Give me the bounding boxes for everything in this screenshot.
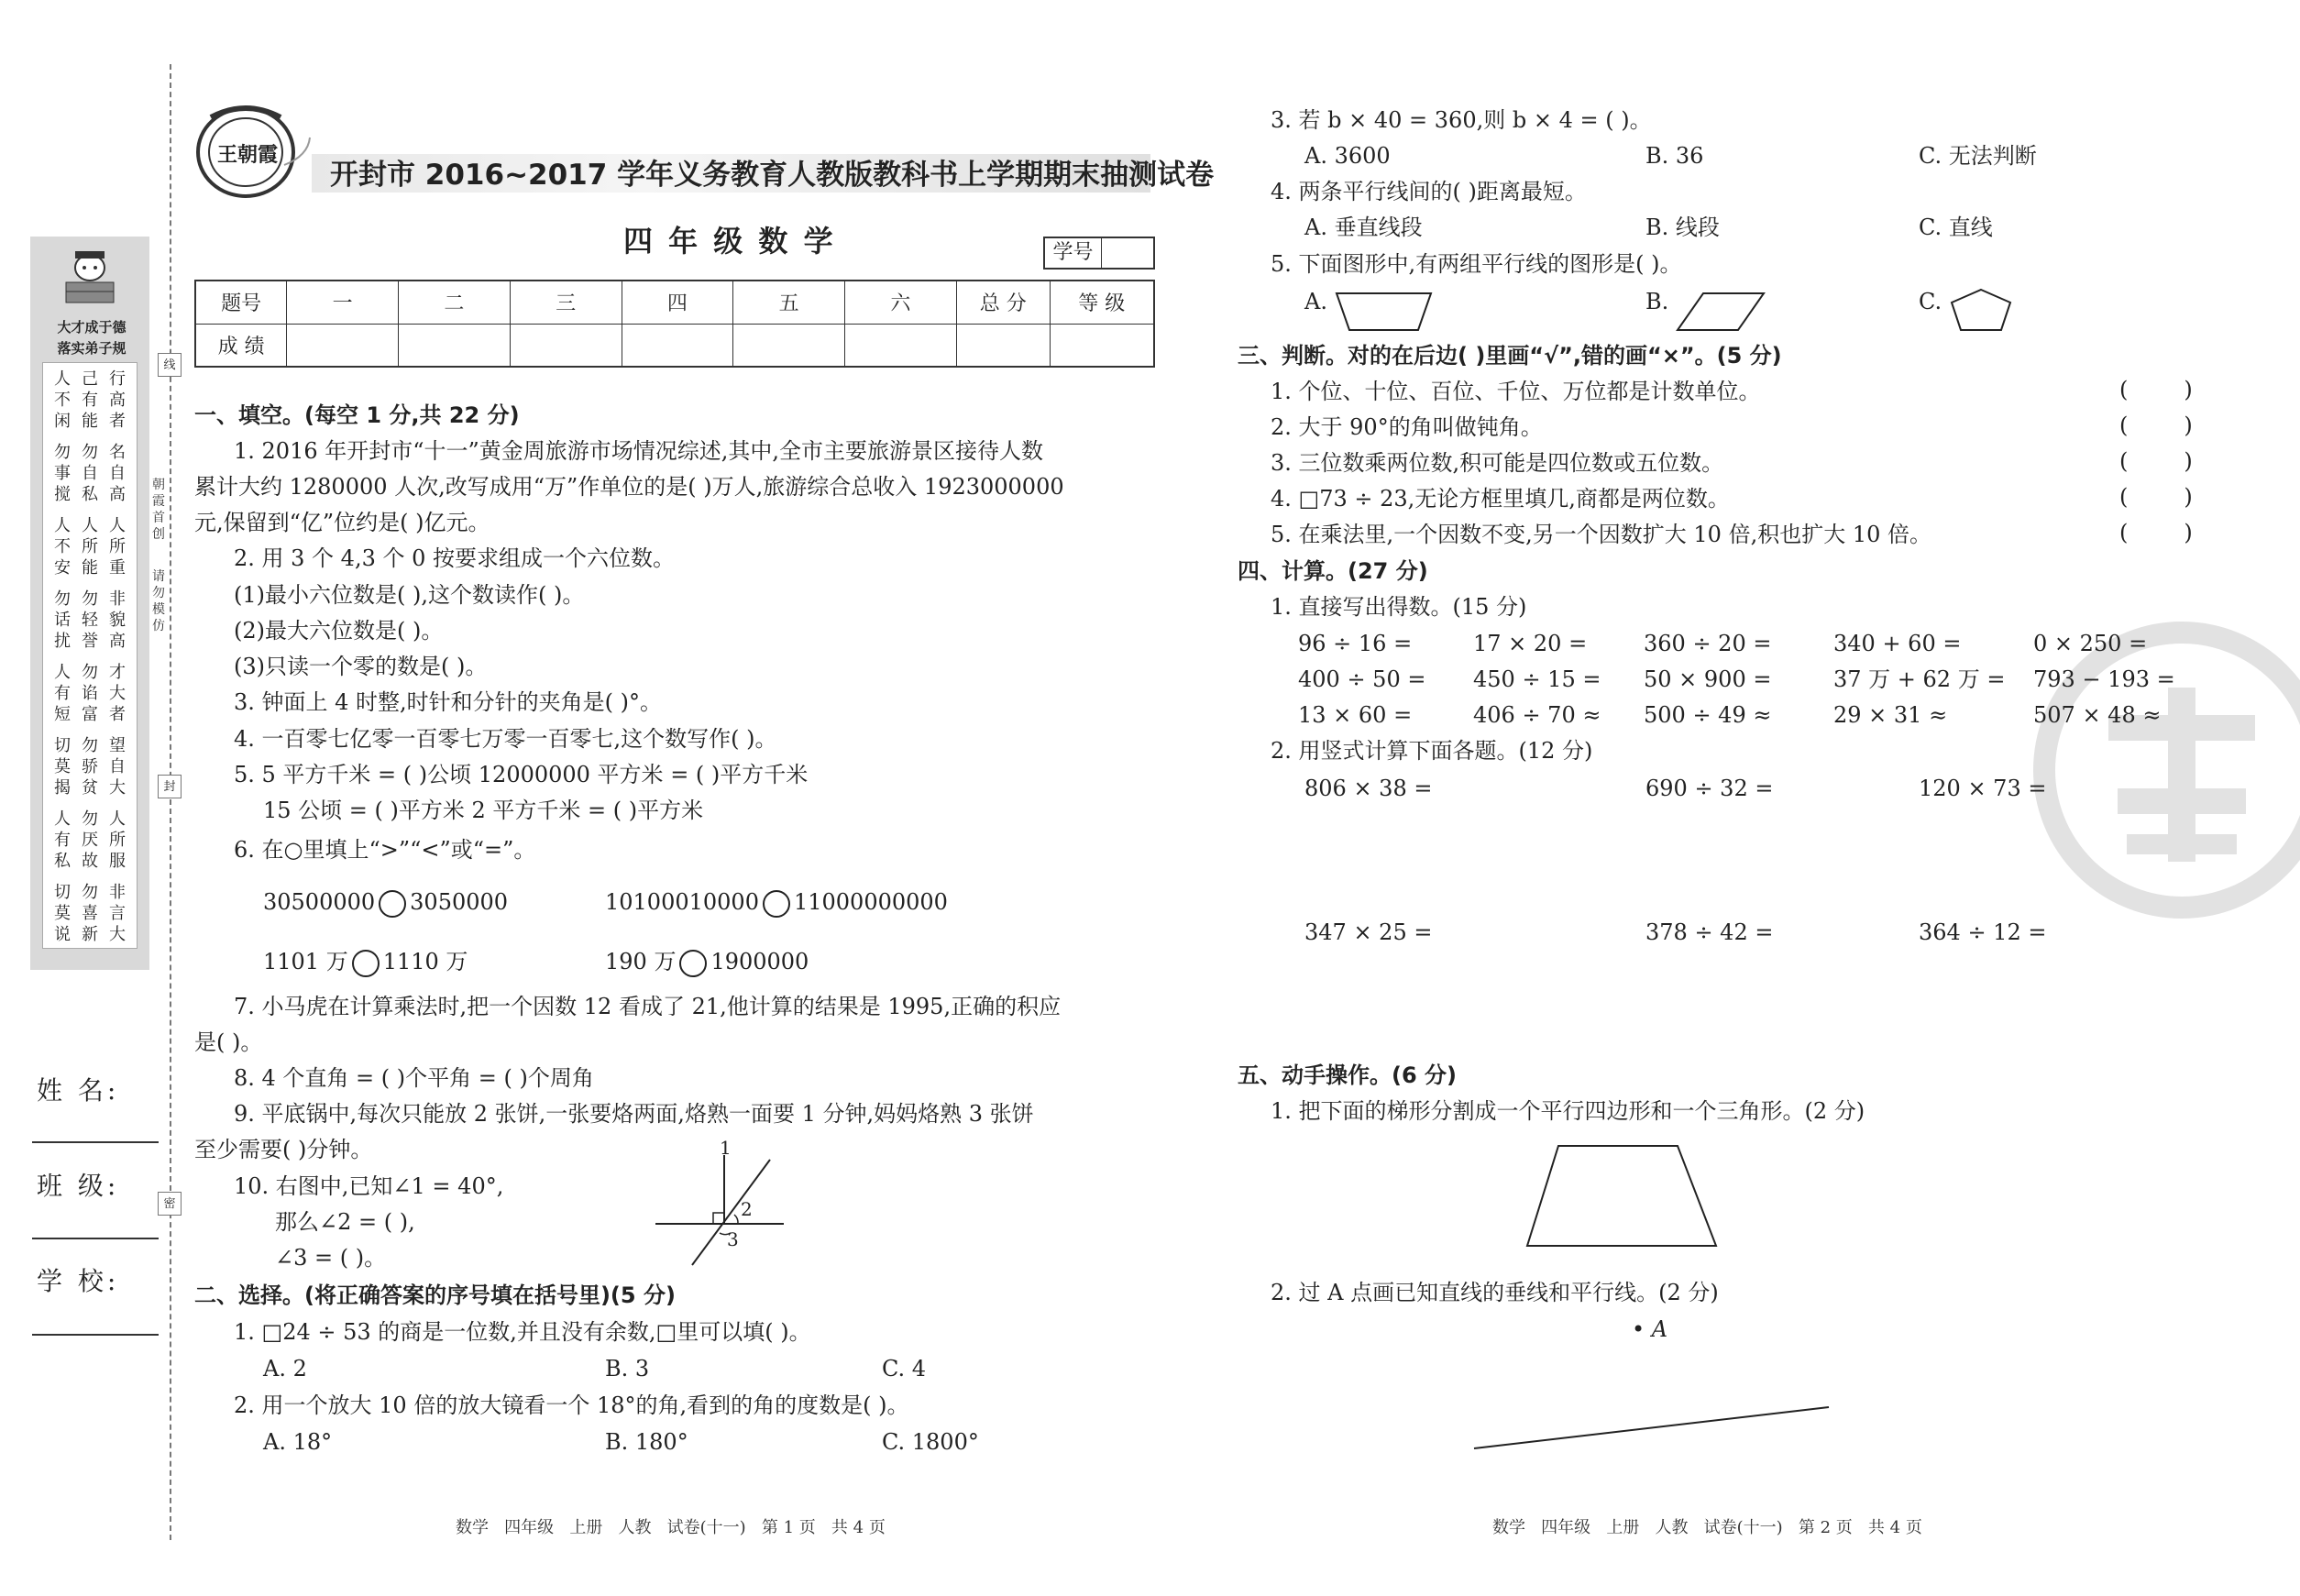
score-cell[interactable] — [1050, 324, 1154, 367]
vertical-calc-4: 347 × 25 = — [1304, 919, 1433, 945]
choice-5: 5. 下面图形中,有两组平行线的图形是( )。 — [1271, 251, 1682, 277]
choice-3-c: C. 无法判断 — [1919, 143, 2037, 169]
score-cell[interactable] — [733, 324, 845, 367]
vertical-calc-6: 364 ÷ 12 = — [1919, 919, 2047, 945]
given-line[interactable] — [1467, 1398, 1833, 1453]
choice-3: 3. 若 b × 40 = 360,则 b × 4 = ( )。 — [1271, 107, 1652, 133]
student-number-input[interactable] — [1102, 238, 1153, 268]
q6: 6. 在○里填上“>”“<”或“=”。 — [234, 837, 536, 863]
side-maxim-column: 名自高 — [109, 443, 126, 504]
judge-answer-paren[interactable]: ( ) — [2119, 484, 2193, 510]
score-header-cell: 二 — [399, 281, 511, 324]
judge-item: 2. 大于 90°的角叫做钝角。 — [1271, 414, 1543, 440]
choice-2-a: A. 18° — [263, 1429, 333, 1455]
angle-label-1: 1 — [720, 1137, 732, 1159]
compare-4 — [605, 947, 809, 977]
score-header-row — [195, 281, 1154, 324]
choice-2-b: B. 180° — [605, 1429, 688, 1455]
side-maxim-column: 非言大 — [109, 883, 126, 944]
vertical-calc-2: 690 ÷ 32 = — [1645, 776, 1774, 801]
side-maxim-column: 勿事搅 — [54, 443, 71, 504]
score-header-cell: 六 — [845, 281, 957, 324]
school-label: 学 校: — [37, 1266, 120, 1296]
q2-3: (3)只读一个零的数是( )。 — [234, 654, 488, 679]
q10-line1: 10. 右图中,已知∠1 = 40°, — [234, 1173, 504, 1199]
compare-4-circle[interactable] — [679, 950, 707, 977]
side-maxim-column: 人不闲 — [54, 369, 71, 431]
side-maxim-column: 人所重 — [109, 516, 126, 578]
side-maxim-column: 勿喜新 — [82, 883, 98, 944]
calc-item: 29 × 31 ≈ — [1833, 702, 1948, 728]
calc-item: 340 + 60 = — [1833, 631, 1962, 656]
section-5-title: 五、动手操作。(6 分) — [1238, 1062, 1457, 1088]
logo-text: 王朝霞 — [216, 143, 278, 167]
judge-answer-paren[interactable]: ( ) — [2119, 448, 2193, 474]
compare-4-right: 1900000 — [710, 949, 809, 974]
operation-1: 1. 把下面的梯形分割成一个平行四边形和一个三角形。(2 分) — [1271, 1098, 1865, 1124]
section-2-title: 二、选择。(将正确答案的序号填在括号里)(5 分) — [194, 1282, 676, 1308]
calc-part-2: 2. 用竖式计算下面各题。(12 分) — [1271, 738, 1593, 764]
binding-tab-3: 密 — [158, 1192, 182, 1216]
calc-item: 37 万 + 62 万 = — [1833, 666, 2006, 692]
vertical-note-1: 朝霞首创 — [152, 478, 165, 542]
side-maxim-column: 人所服 — [109, 809, 126, 871]
choice-2: 2. 用一个放大 10 倍的放大镜看一个 18°的角,看到的角的度数是( )。 — [234, 1392, 909, 1418]
judge-item: 4. □73 ÷ 23,无论方框里填几,商都是两位数。 — [1271, 486, 1730, 512]
calc-item: 507 × 48 ≈ — [2033, 702, 2162, 728]
q2-2: (2)最大六位数是( )。 — [234, 618, 444, 644]
trapezoid-figure[interactable] — [1522, 1141, 1723, 1251]
score-cell[interactable] — [956, 324, 1050, 367]
score-cell[interactable] — [510, 324, 622, 367]
side-maxim-column: 勿话扰 — [54, 589, 71, 651]
side-maxim-column: 勿轻誉 — [82, 589, 98, 651]
score-header-cell: 四 — [622, 281, 733, 324]
score-cell[interactable] — [845, 324, 957, 367]
side-maxim-column: 人所能 — [82, 516, 98, 578]
compare-1-circle[interactable] — [379, 890, 406, 918]
compare-3-left: 1101 万 — [263, 949, 348, 974]
side-maxim-column: 人不安 — [54, 516, 71, 578]
score-table — [194, 280, 1155, 368]
compare-1 — [263, 887, 508, 918]
side-motto-line1: 大才成于德 — [57, 319, 127, 336]
choice-1-a: A. 2 — [263, 1356, 307, 1381]
score-header-cell: 题号 — [195, 281, 287, 324]
compare-4-left: 190 万 — [605, 949, 677, 974]
q2-1: (1)最小六位数是( ),这个数读作( )。 — [234, 582, 585, 608]
side-maxim-column: 非貌高 — [109, 589, 126, 651]
score-cell[interactable] — [287, 324, 399, 367]
side-maxim-column: 行高者 — [109, 369, 126, 431]
choice-5-c: C. — [1919, 289, 1942, 314]
side-maxim-column: 勿骄贫 — [82, 736, 98, 798]
choice-5-b: B. — [1645, 289, 1669, 314]
judge-answer-paren[interactable]: ( ) — [2119, 413, 2193, 438]
calc-item: 400 ÷ 50 = — [1298, 666, 1426, 692]
compare-3 — [263, 947, 468, 977]
score-header-cell: 一 — [287, 281, 399, 324]
page-footer-1: 数学 四年级 上册 人教 试卷(十一) 第 1 页 共 4 页 — [456, 1518, 886, 1537]
calc-item: 96 ÷ 16 = — [1298, 631, 1413, 656]
score-cell[interactable] — [622, 324, 733, 367]
name-label: 姓 名: — [37, 1075, 120, 1106]
compare-1-left: 30500000 — [263, 889, 376, 915]
judge-item: 1. 个位、十位、百位、千位、万位都是计数单位。 — [1271, 379, 1761, 404]
compare-3-circle[interactable] — [352, 950, 380, 977]
side-maxim-column: 勿谄富 — [82, 663, 98, 724]
exam-title: 开封市 2016~2017 学年义务教育人教版教科书上学期期末抽测试卷 — [330, 159, 1215, 192]
vertical-calc-5: 378 ÷ 42 = — [1645, 919, 1774, 945]
section-1-title: 一、填空。(每空 1 分,共 22 分) — [194, 402, 520, 428]
judge-answer-paren[interactable]: ( ) — [2119, 520, 2193, 545]
compare-1-right: 3050000 — [410, 889, 509, 915]
calc-item: 13 × 60 = — [1298, 702, 1413, 728]
judge-answer-paren[interactable]: ( ) — [2119, 377, 2193, 402]
choice-2-c: C. 1800° — [882, 1429, 979, 1455]
compare-2-left: 10100010000 — [605, 889, 759, 915]
q7-line2: 是( )。 — [194, 1029, 263, 1055]
class-label: 班 级: — [37, 1171, 120, 1201]
choice-4-a: A. 垂直线段 — [1304, 215, 1423, 240]
q10-line2: 那么∠2 = ( ), — [275, 1209, 415, 1235]
q3: 3. 钟面上 4 时整,时针和分针的夹角是( )°。 — [234, 689, 663, 715]
vertical-note-2: 请勿模仿 — [152, 569, 165, 633]
compare-2-right: 11000000000 — [793, 889, 948, 915]
side-maxim-column: 人有短 — [54, 663, 71, 724]
q9-line2: 至少需要( )分钟。 — [194, 1137, 373, 1162]
calc-item: 450 ÷ 15 = — [1473, 666, 1601, 692]
q1-line3: 元,保留到“亿”位约是( )亿元。 — [194, 510, 490, 535]
q2: 2. 用 3 个 4,3 个 0 按要求组成一个六位数。 — [234, 545, 676, 571]
side-motto-line2: 落实弟子规 — [57, 340, 127, 357]
score-header-cell: 等 级 — [1050, 281, 1154, 324]
section-3-title: 三、判断。对的在后边( )里画“√”,错的画“×”。(5 分) — [1238, 343, 1782, 369]
score-row-label: 成 绩 — [195, 324, 287, 367]
side-maxim-column: 望自大 — [109, 736, 126, 798]
q5-line1: 5. 5 平方千米 = ( )公顷 12000000 平方米 = ( )平方千米 — [234, 762, 809, 787]
school-field[interactable] — [32, 1334, 159, 1336]
score-header-cell: 总 分 — [956, 281, 1050, 324]
side-maxim-column: 人有私 — [54, 809, 71, 871]
shape-pentagon-c — [1948, 286, 2014, 337]
compare-2 — [605, 887, 948, 918]
name-field[interactable] — [32, 1141, 159, 1143]
mascot-figure — [55, 246, 125, 310]
choice-1-b: B. 3 — [605, 1356, 650, 1381]
angle-label-3: 3 — [727, 1228, 739, 1250]
calc-item: 0 × 250 = — [2033, 631, 2148, 656]
score-header-cell: 三 — [510, 281, 622, 324]
choice-3-a: A. 3600 — [1304, 143, 1391, 169]
student-number-label: 学号 — [1045, 238, 1102, 268]
shape-trapezoid-a — [1334, 286, 1435, 334]
binding-tab-2: 封 — [158, 775, 182, 798]
judge-item: 3. 三位数乘两位数,积可能是四位数或五位数。 — [1271, 450, 1724, 476]
vertical-calc-3: 120 × 73 = — [1919, 776, 2047, 801]
compare-3-right: 1110 万 — [382, 949, 468, 974]
side-maxim-column: 勿厌故 — [82, 809, 98, 871]
page-footer-2: 数学 四年级 上册 人教 试卷(十一) 第 2 页 共 4 页 — [1492, 1518, 1922, 1537]
calc-item: 406 ÷ 70 ≈ — [1473, 702, 1601, 728]
calc-item: 50 × 900 = — [1644, 666, 1772, 692]
point-a-label: • A — [1632, 1316, 1668, 1342]
angle-figure — [646, 1150, 793, 1270]
watermark-seal — [2026, 614, 2300, 926]
side-maxim-column: 切莫揭 — [54, 736, 71, 798]
calc-item: 500 ÷ 49 ≈ — [1644, 702, 1772, 728]
choice-1-c: C. 4 — [882, 1356, 927, 1381]
binding-tab-1: 线 — [158, 353, 182, 377]
vertical-calc-1: 806 × 38 = — [1304, 776, 1433, 801]
operation-2: 2. 过 A 点画已知直线的垂线和平行线。(2 分) — [1271, 1280, 1719, 1305]
q10-line3: ∠3 = ( )。 — [275, 1245, 387, 1271]
choice-4: 4. 两条平行线间的( )距离最短。 — [1271, 179, 1587, 204]
calc-part-1: 1. 直接写出得数。(15 分) — [1271, 594, 1527, 620]
score-header-cell: 五 — [733, 281, 845, 324]
judge-item: 5. 在乘法里,一个因数不变,另一个因数扩大 10 倍,积也扩大 10 倍。 — [1271, 522, 1932, 547]
calc-item: 360 ÷ 20 = — [1644, 631, 1772, 656]
q1-line1: 1. 2016 年开封市“十一”黄金周旅游市场情况综述,其中,全市主要旅游景区接待人数 — [234, 438, 1044, 464]
choice-3-b: B. 36 — [1645, 143, 1704, 169]
choice-4-b: B. 线段 — [1645, 215, 1720, 240]
q1-line2: 累计大约 1280000 人次,改写成用“万”作单位的是( )万人,旅游综合总收入 1923000000 — [194, 474, 1064, 500]
q7-line1: 7. 小马虎在计算乘法时,把一个因数 12 看成了 21,他计算的结果是 1995,正确的积应 — [234, 994, 1062, 1019]
choice-5-a: A. — [1304, 289, 1327, 314]
side-maxim-column: 己有能 — [82, 369, 98, 431]
side-maxim-column: 才大者 — [109, 663, 126, 724]
binding-line — [170, 64, 171, 1540]
side-maxim-column: 勿自私 — [82, 443, 98, 504]
class-field[interactable] — [32, 1238, 159, 1239]
q9-line1: 9. 平底锅中,每次只能放 2 张饼,一张要烙两面,烙熟一面要 1 分钟,妈妈烙熟 3 张饼 — [234, 1101, 1034, 1127]
side-maxim-column: 切莫说 — [54, 883, 71, 944]
calc-item: 793 − 193 = — [2033, 666, 2175, 692]
choice-1: 1. □24 ÷ 53 的商是一位数,并且没有余数,□里可以填( )。 — [234, 1319, 811, 1345]
calc-item: 17 × 20 = — [1473, 631, 1588, 656]
q5-line2: 15 公顷 = ( )平方米 2 平方千米 = ( )平方米 — [263, 798, 704, 823]
q8: 8. 4 个直角 = ( )个平角 = ( )个周角 — [234, 1065, 594, 1091]
score-row — [195, 324, 1154, 367]
q4: 4. 一百零七亿零一百零七万零一百零七,这个数写作( )。 — [234, 726, 777, 752]
subject-title: 四 年 级 数 学 — [623, 224, 836, 259]
shape-parallelogram-b — [1676, 286, 1767, 337]
angle-label-2: 2 — [741, 1198, 753, 1220]
section-4-title: 四、计算。(27 分) — [1238, 558, 1428, 584]
score-cell[interactable] — [399, 324, 511, 367]
compare-2-circle[interactable] — [763, 890, 790, 918]
choice-4-c: C. 直线 — [1919, 215, 1993, 240]
